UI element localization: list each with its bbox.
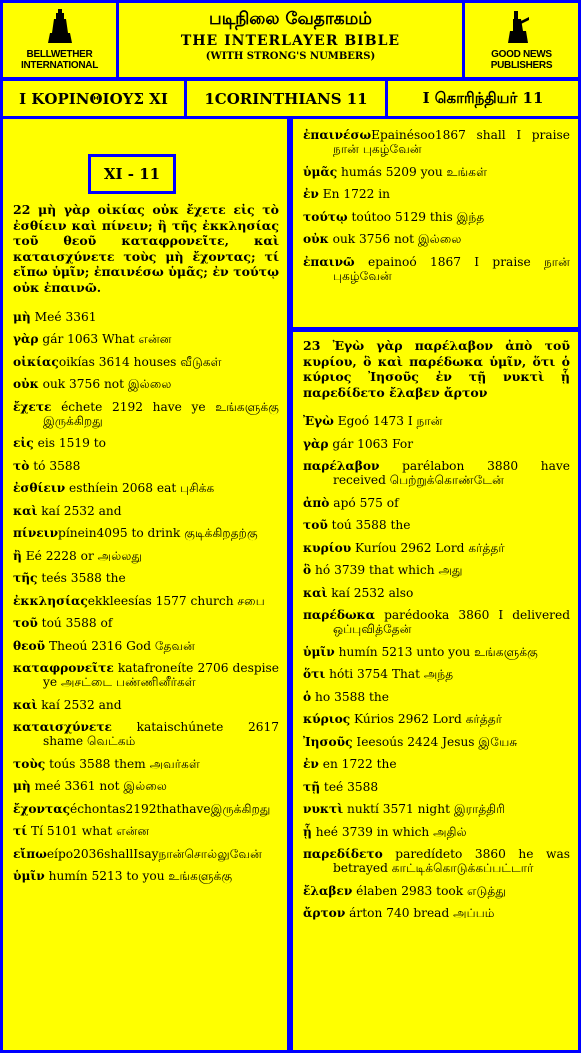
- greek-word: θεοῦ: [13, 638, 46, 653]
- word-gloss: Eé 2228 or அல்லது: [21, 548, 143, 563]
- word-entry: [13, 847, 279, 861]
- word-entry: [303, 496, 570, 510]
- tamil-title: படிநிலை வேதாகமம்: [209, 9, 372, 29]
- word-entry: [303, 459, 570, 487]
- word-entry: [13, 802, 279, 816]
- word-gloss: toús 3588 them அவர்கள்: [45, 756, 200, 771]
- word-entry: [303, 690, 570, 704]
- greek-word: καὶ: [303, 585, 328, 600]
- word-entry: [13, 639, 279, 653]
- greek-word: γὰρ: [13, 332, 39, 347]
- word-entry: [303, 667, 570, 681]
- right-bottom-column: [293, 332, 578, 1050]
- word-entry: [303, 232, 570, 246]
- word-entry: [303, 437, 570, 451]
- greek-word: τοὺς: [13, 756, 46, 771]
- word-entry: [13, 571, 279, 585]
- word-entry: [303, 414, 570, 428]
- word-gloss: árton 740 bread அப்பம்: [345, 906, 495, 921]
- word-entry: [303, 906, 570, 920]
- word-gloss: Kúrios 2962 Lord கர்த்தர்: [350, 712, 503, 727]
- word-entry: [13, 869, 279, 883]
- greek-word: νυκτὶ: [303, 802, 344, 817]
- word-entry: [303, 645, 570, 659]
- word-gloss: Egoó 1473 I நான்: [333, 414, 443, 429]
- greek-word: κύριος: [303, 712, 351, 727]
- greek-word: τὸ: [13, 458, 30, 473]
- word-gloss: Epainésoo1867 shall I praise நான் புகழ்வேன்: [333, 128, 570, 156]
- word-gloss: eípo2036shallIsayநான்சொல்லுவேன்: [46, 846, 262, 861]
- word-entry: [303, 780, 570, 794]
- greek-word: κυρίου: [303, 540, 352, 555]
- word-entry: [303, 847, 570, 875]
- word-entry: [303, 541, 570, 555]
- greek-word: γὰρ: [303, 436, 329, 451]
- word-gloss: katafroneíte 2706 despise ye அசட்டை பண்ணினீர்கள்: [43, 661, 279, 690]
- word-entry: [303, 608, 570, 636]
- word-entry: [13, 436, 279, 450]
- greek-word: μὴ: [13, 309, 31, 324]
- word-gloss: toú 3588 the: [327, 518, 411, 533]
- greek-word: ἐσθίειν: [13, 481, 66, 496]
- word-entry: [13, 549, 279, 563]
- logo-text-line1: BELLWETHER: [26, 49, 93, 60]
- greek-word: παρεδίδετο: [303, 847, 383, 862]
- good-news-logo: [465, 3, 578, 77]
- bell-statue-icon: [38, 9, 82, 49]
- word-entry: [13, 720, 279, 748]
- greek-word: τοῦ: [13, 616, 38, 631]
- word-gloss: parédooka 3860 I delivered ஒப்புவித்தேன்: [333, 608, 570, 637]
- word-entry: [13, 355, 279, 369]
- word-gloss: apó 575 of: [329, 495, 399, 510]
- greek-word: τῆς: [13, 571, 38, 586]
- greek-word: ὁ: [303, 689, 312, 704]
- word-gloss: oikías 3614 houses வீடுகள்: [58, 354, 222, 369]
- word-gloss: humín 5213 to you உங்களுக்கு: [44, 869, 233, 884]
- word-gloss: hóti 3754 That அந்த: [325, 667, 454, 682]
- word-gloss: Theoú 2316 God தேவன்: [45, 638, 195, 653]
- page-subtitle: (WITH STRONG'S NUMBERS): [205, 51, 376, 62]
- word-gloss: échontas2192thathaveஇருக்கிறது: [70, 801, 271, 816]
- verse-text: 23 Ἐγὼ γὰρ παρέλαβον ἀπὸ τοῦ κυρίου, ὃ καὶ παρέδωκα ὑμῖν, ὅτι ὁ κύριος Ἰησοῦς ἐν τῇ νυκτὶ ᾗ παρεδίδετο ἔλαβεν ἄρτον: [303, 338, 570, 400]
- greek-word: ὅτι: [303, 667, 326, 682]
- word-gloss: ouk 3756 not இல்லை: [328, 232, 462, 246]
- word-gloss: teé 3588: [320, 779, 379, 794]
- greek-word: παρέδωκα: [303, 608, 376, 623]
- greek-word: παρέλαβον: [303, 459, 380, 474]
- word-list: [13, 310, 279, 884]
- verse-text: 22 μὴ γὰρ οἰκίας οὐκ ἔχετε εἰς τὸ ἐσθίειν καὶ πίνειν; ἢ τῆς ἐκκλησίας τοῦ θεοῦ καταφρονεῖτε, καὶ καταισχύνετε τοὺς μὴ ἔχοντας; τί εἴπω ὑμῖν; ἐπαινέσω ὑμᾶς; ἐν τούτῳ οὐκ ἐπαινῶ.: [13, 202, 279, 295]
- torch-statue-icon: [500, 9, 544, 49]
- word-gloss: ho 3588 the: [311, 689, 389, 704]
- word-gloss: humín 5213 unto you உங்களுக்கு: [334, 644, 538, 659]
- word-entry: [13, 698, 279, 712]
- greek-word: ὃ: [303, 563, 312, 578]
- word-entry: [13, 594, 279, 608]
- greek-word: καὶ: [13, 697, 38, 712]
- word-gloss: Meé 3361: [30, 309, 97, 324]
- word-gloss: En 1722 in: [318, 187, 391, 201]
- greek-word: μὴ: [13, 779, 31, 794]
- greek-word: Ἐγὼ: [303, 414, 334, 429]
- greek-word: τῇ: [303, 779, 321, 794]
- book-title-greek: Ι ΚΟΡΙΝΘΙΟΥΣ XI: [3, 81, 184, 116]
- word-gloss: eis 1519 to: [33, 436, 106, 451]
- word-gloss: kataischúnete 2617 shame வெட்கம்: [43, 720, 279, 749]
- word-entry: [303, 563, 570, 577]
- word-entry: [13, 400, 279, 428]
- greek-word: ἀπὸ: [303, 495, 330, 510]
- word-entry: [303, 586, 570, 600]
- word-gloss: kaí 2532 and: [37, 503, 122, 518]
- word-gloss: toútoo 5129 this இந்த: [347, 209, 485, 224]
- word-gloss: hó 3739 that which அது: [311, 563, 463, 578]
- word-entry: [303, 187, 570, 201]
- word-entry: [13, 757, 279, 771]
- word-entry: [13, 661, 279, 689]
- greek-word: ὑμῖν: [303, 644, 335, 659]
- word-gloss: nuktí 3571 night இராத்திரி: [343, 802, 506, 817]
- word-entry: [303, 802, 570, 816]
- word-gloss: ouk 3756 not இல்லை: [38, 377, 172, 392]
- word-gloss: toú 3588 of: [37, 616, 113, 631]
- book-title-english: 1CORINTHIANS 11: [187, 81, 385, 116]
- word-entry: [13, 481, 279, 495]
- chapter-label: XI - 11: [88, 154, 176, 194]
- greek-word: ἐν: [303, 187, 319, 201]
- greek-word: οὐκ: [13, 377, 39, 392]
- greek-word: ἐπαινέσω: [303, 128, 372, 142]
- bellwether-logo: [3, 3, 116, 77]
- greek-word: καταισχύνετε: [13, 720, 112, 735]
- word-gloss: parélabon 3880 have received பெற்றுக்கொண்டேன்: [333, 459, 570, 488]
- word-entry: [303, 735, 570, 749]
- greek-word: ἔχοντας: [13, 801, 71, 816]
- word-list: [303, 414, 570, 920]
- word-gloss: Ieesoús 2424 Jesus இயேசு: [352, 734, 518, 749]
- greek-word: ἔλαβεν: [303, 883, 353, 898]
- greek-word: τί: [13, 824, 28, 839]
- word-entry: [303, 712, 570, 726]
- word-gloss: Kuríou 2962 Lord கர்த்தர்: [351, 540, 505, 555]
- greek-word: οὐκ: [303, 232, 329, 246]
- word-gloss: kaí 2532 and: [37, 697, 122, 712]
- word-entry: [13, 310, 279, 324]
- logo-text-line2: PUBLISHERS: [490, 60, 553, 71]
- greek-word: καὶ: [13, 503, 38, 518]
- greek-word: ἐκκλησίας: [13, 593, 88, 608]
- word-list: [303, 128, 570, 283]
- word-entry: [303, 884, 570, 898]
- right-top-column: [293, 119, 578, 327]
- greek-word: τοῦ: [303, 518, 328, 533]
- greek-word: τούτῳ: [303, 209, 348, 224]
- word-entry: [303, 255, 570, 283]
- word-gloss: Tí 5101 what என்ன: [27, 824, 150, 839]
- word-entry: [13, 526, 279, 540]
- left-column: [3, 119, 287, 1050]
- word-gloss: en 1722 the: [318, 757, 397, 772]
- word-entry: [13, 459, 279, 473]
- greek-word: ὑμᾶς: [303, 164, 338, 179]
- page-header: [119, 3, 462, 77]
- word-gloss: humás 5209 you உங்கள்: [337, 164, 488, 179]
- logo-text-line1: GOOD NEWS: [491, 49, 552, 60]
- word-gloss: ekkleesías 1577 church சபை: [87, 593, 265, 608]
- word-gloss: élaben 2983 took எடுத்து: [352, 883, 506, 898]
- word-gloss: gár 1063 For: [328, 436, 414, 451]
- word-gloss: kaí 2532 also: [327, 585, 414, 600]
- word-entry: [13, 824, 279, 838]
- word-gloss: heé 3739 in which அதில்: [311, 824, 467, 839]
- greek-word: ἄρτον: [303, 906, 346, 921]
- word-gloss: tó 3588: [29, 458, 81, 473]
- word-entry: [13, 504, 279, 518]
- greek-word: ἐπαινῶ: [303, 254, 355, 269]
- greek-word: ἢ: [13, 548, 22, 563]
- book-title-tamil: I கொரிந்தியர் 11: [388, 81, 578, 116]
- word-entry: [303, 518, 570, 532]
- word-gloss: esthíein 2068 eat புசிக்க: [65, 481, 215, 496]
- greek-word: εἴπω: [13, 846, 47, 861]
- word-entry: [303, 757, 570, 771]
- word-gloss: epainoó 1867 I praise நான் புகழ்வேன்: [333, 254, 570, 283]
- word-entry: [13, 332, 279, 346]
- word-gloss: meé 3361 not இல்லை: [30, 779, 167, 794]
- word-entry: [303, 128, 570, 156]
- greek-word: Ἰησοῦς: [303, 734, 353, 749]
- word-gloss: échete 2192 have ye உங்களுக்கு இருக்கிறது: [43, 399, 279, 428]
- greek-word: πίνειν: [13, 526, 59, 541]
- word-gloss: gár 1063 What என்ன: [38, 332, 172, 347]
- word-entry: [303, 825, 570, 839]
- word-gloss: paredídeto 3860 he was betrayed காட்டிக்கொடுக்கப்பட்டார்: [333, 847, 570, 876]
- greek-word: εἰς: [13, 436, 34, 451]
- greek-word: ἐν: [303, 757, 319, 772]
- greek-word: καταφρονεῖτε: [13, 661, 114, 676]
- greek-word: ᾗ: [303, 824, 312, 839]
- page-title: THE INTERLAYER BIBLE: [180, 33, 401, 49]
- word-entry: [303, 165, 570, 179]
- word-entry: [13, 377, 279, 391]
- greek-word: ὑμῖν: [13, 869, 45, 884]
- word-gloss: teés 3588 the: [37, 571, 126, 586]
- greek-word: ἔχετε: [13, 399, 52, 414]
- word-entry: [13, 616, 279, 630]
- logo-text-line2: INTERNATIONAL: [20, 60, 99, 71]
- word-entry: [303, 210, 570, 224]
- greek-word: οἰκίας: [13, 354, 59, 369]
- word-entry: [13, 779, 279, 793]
- word-gloss: pínein4095 to drink குடிக்கிறதற்கு: [58, 526, 258, 541]
